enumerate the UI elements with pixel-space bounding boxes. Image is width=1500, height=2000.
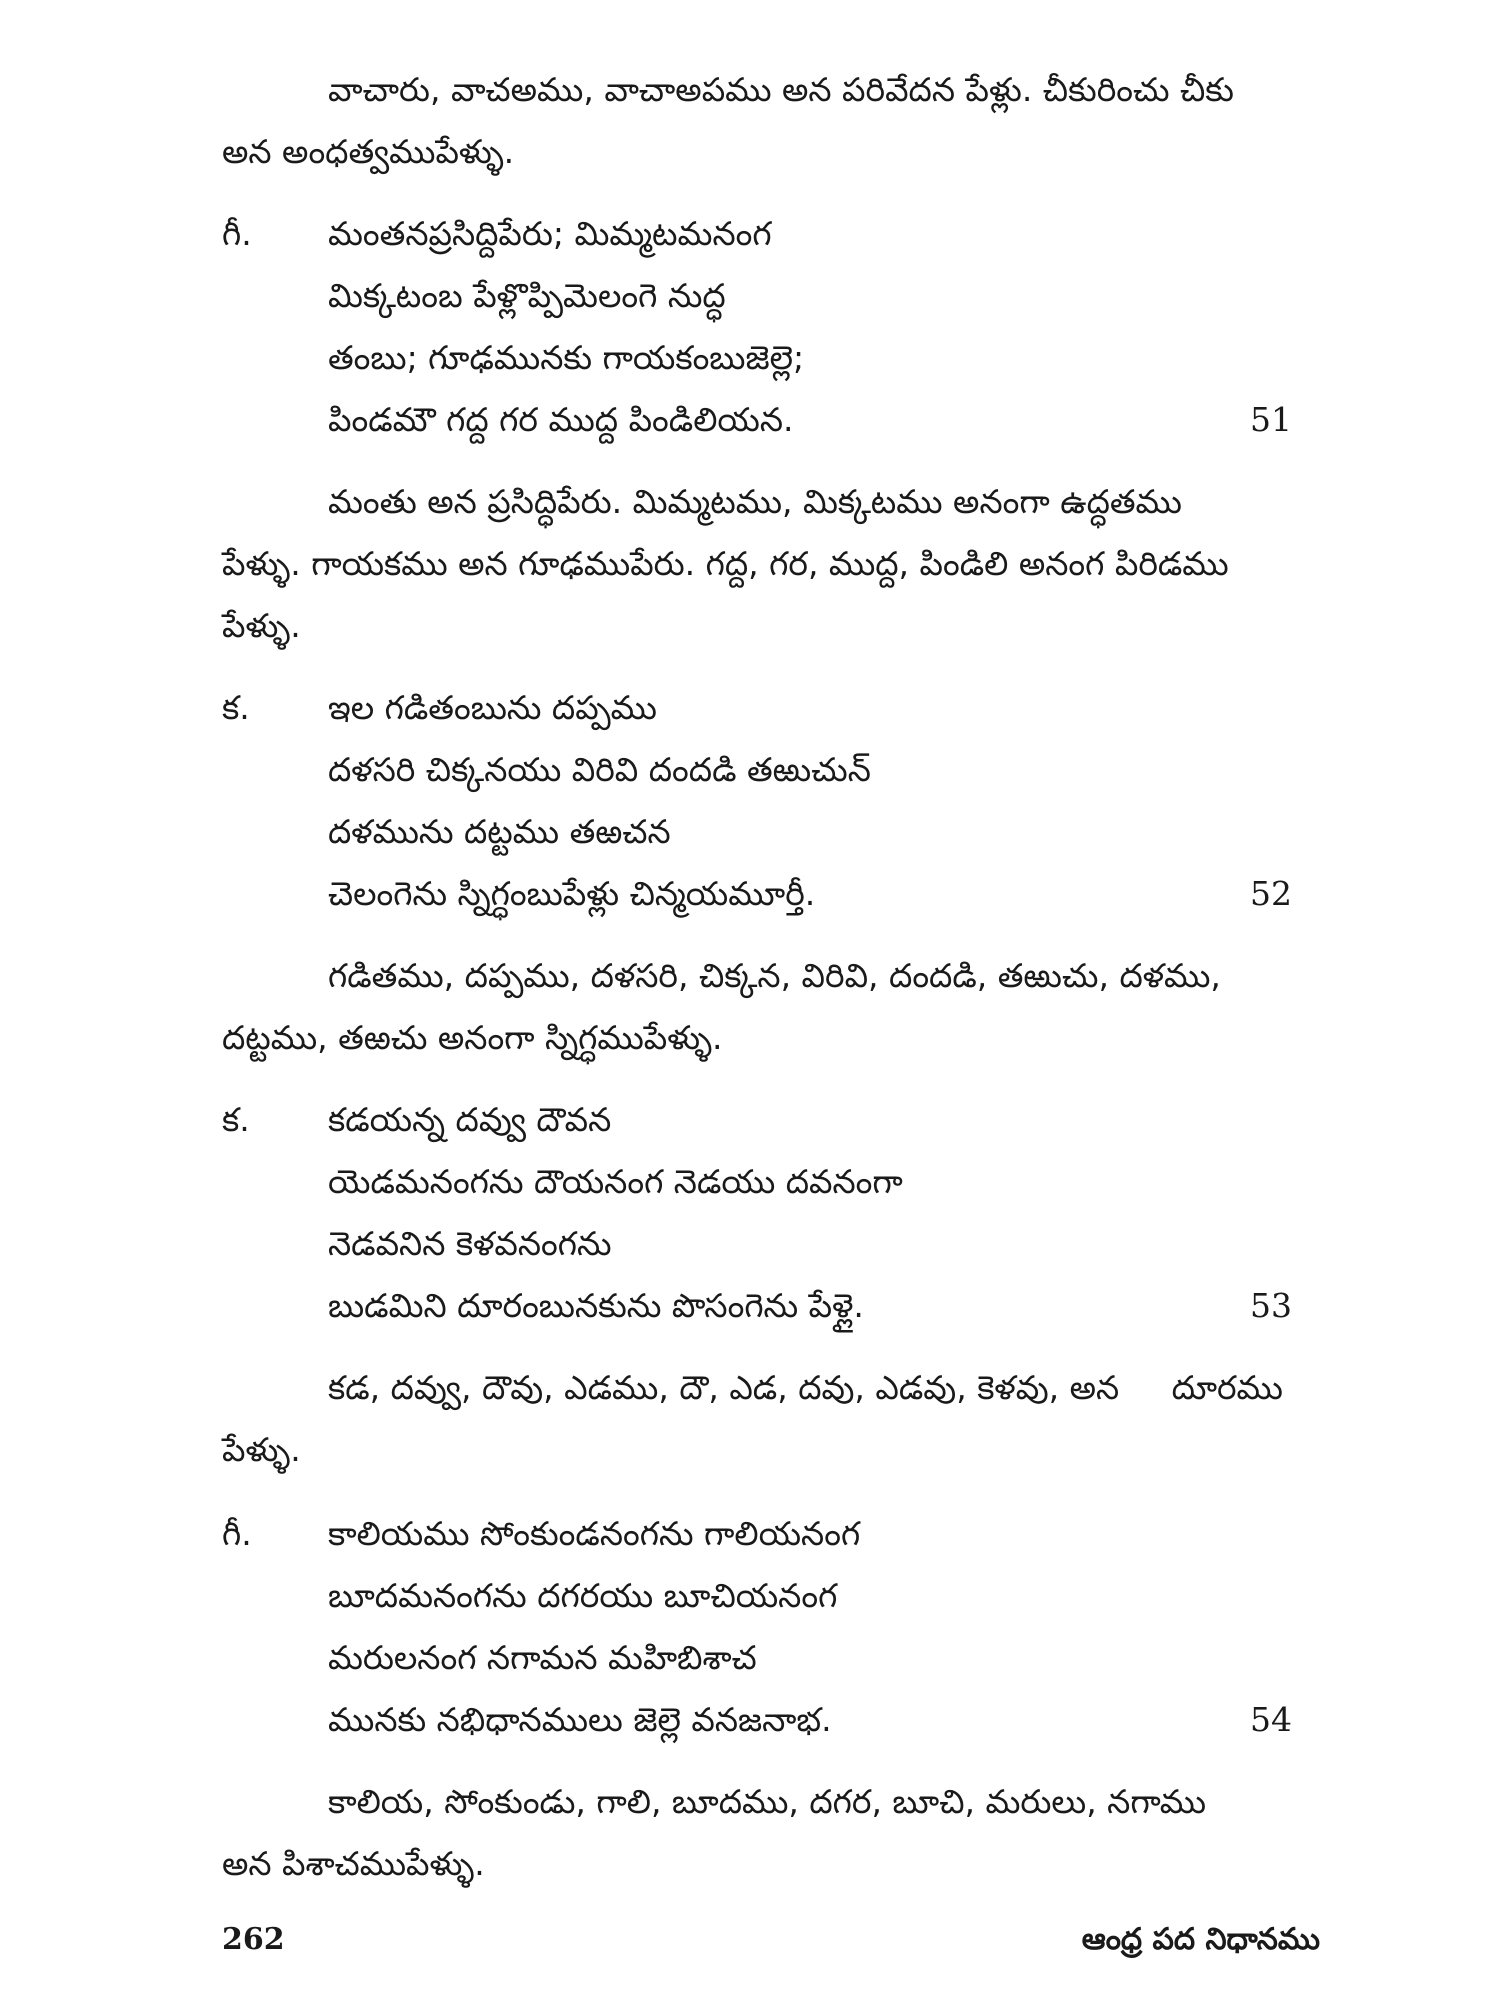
- verse-line: ఇల గడితంబును దప్పము: [328, 688, 657, 727]
- verse-line: చెలంగెను స్నిగ్ధంబుపేళ్లు చిన్మయమూర్తీ.: [328, 874, 816, 913]
- gloss-line: కడ, దవ్వు, దౌవు, ఎడము, దౌ, ఎడ, దవు, ఎడవు, కెళవు, అన దూరము: [328, 1368, 1283, 1407]
- gloss-line: పేళ్ళు.: [222, 606, 301, 645]
- verse-number: 54: [1250, 1700, 1292, 1739]
- verse-line: తంబు; గూఢమునకు గాయకంబుజెల్లె;: [328, 338, 805, 377]
- gloss-line: దట్టము, తఱచు అనంగా స్నిగ్ధముపేళ్ళు.: [222, 1018, 723, 1057]
- verse-line: దళసరి చిక్కనయు విరివి దందడి తఱుచున్: [328, 750, 871, 789]
- intro-line-1: వాచారు, వాచఅము, వాచాఅపము అన పరివేదన పేళ్లు. చీకురించు చీకు: [328, 70, 1234, 109]
- verse-line: బూదమనంగను దగరయు బూచియనంగ: [328, 1576, 838, 1615]
- verse-line: బుడమిని దూరంబునకును పొసంగెను పేళ్లై.: [328, 1286, 864, 1325]
- verse-meter: క.: [222, 688, 250, 727]
- verse-line: దళమును దట్టము తఱచన: [328, 812, 671, 851]
- verse-number: 53: [1250, 1286, 1292, 1325]
- verse-meter: క.: [222, 1100, 250, 1139]
- verse-line: మిక్కటంబ పేళ్లొప్పిమెలంగె నుద్ధ: [328, 276, 726, 315]
- book-title: ఆంధ్ర పద నిధానము: [1081, 1922, 1320, 1957]
- verse-line: మరులనంగ నగామన మహిబిశాచ: [328, 1638, 757, 1677]
- gloss-line: పేళ్ళు.: [222, 1430, 301, 1469]
- verse-line: నెడవనిన కెళవనంగను: [328, 1224, 612, 1263]
- gloss-line: గడితము, దప్పము, దళసరి, చిక్కన, విరివి, దందడి, తఱుచు, దళము,: [328, 956, 1221, 995]
- intro-line-2: అన అంధత్వముపేళ్ళు.: [222, 132, 515, 171]
- verse-meter: గీ.: [222, 214, 252, 253]
- gloss-line: పేళ్ళు. గాయకము అన గూఢముపేరు. గద్ద, గర, ముద్ద, పిండిలి అనంగ పిరిడము: [222, 544, 1229, 583]
- gloss-line: అన పిశాచముపేళ్ళు.: [222, 1844, 485, 1883]
- verse-line: మంతనప్రసిద్దిపేరు; మిమ్మటమనంగ: [328, 214, 772, 253]
- gloss-line: మంతు అన ప్రసిద్ధిపేరు. మిమ్మటము, మిక్కటము అనంగా ఉద్ధతము: [328, 482, 1182, 521]
- verse-number: 51: [1250, 400, 1292, 439]
- verse-number: 52: [1250, 874, 1292, 913]
- verse-line: పిండమౌ గద్ద గర ముద్ద పిండిలియన.: [328, 400, 794, 439]
- verse-line: యెడమనంగను దౌయనంగ నెడయు దవనంగా: [328, 1162, 903, 1201]
- verse-line: కాలియము సోంకుండనంగను గాలియనంగ: [328, 1514, 861, 1553]
- verse-meter: గీ.: [222, 1514, 252, 1553]
- page-number: 262: [222, 1922, 285, 1957]
- verse-line: మునకు నభిధానములు జెల్లె వనజనాభ.: [328, 1700, 832, 1739]
- gloss-line: కాలియ, సోంకుండు, గాలి, బూదము, దగర, బూచి, మరులు, నగాము: [328, 1782, 1207, 1821]
- verse-line: కడయన్న దవ్వు దౌవన: [328, 1100, 612, 1139]
